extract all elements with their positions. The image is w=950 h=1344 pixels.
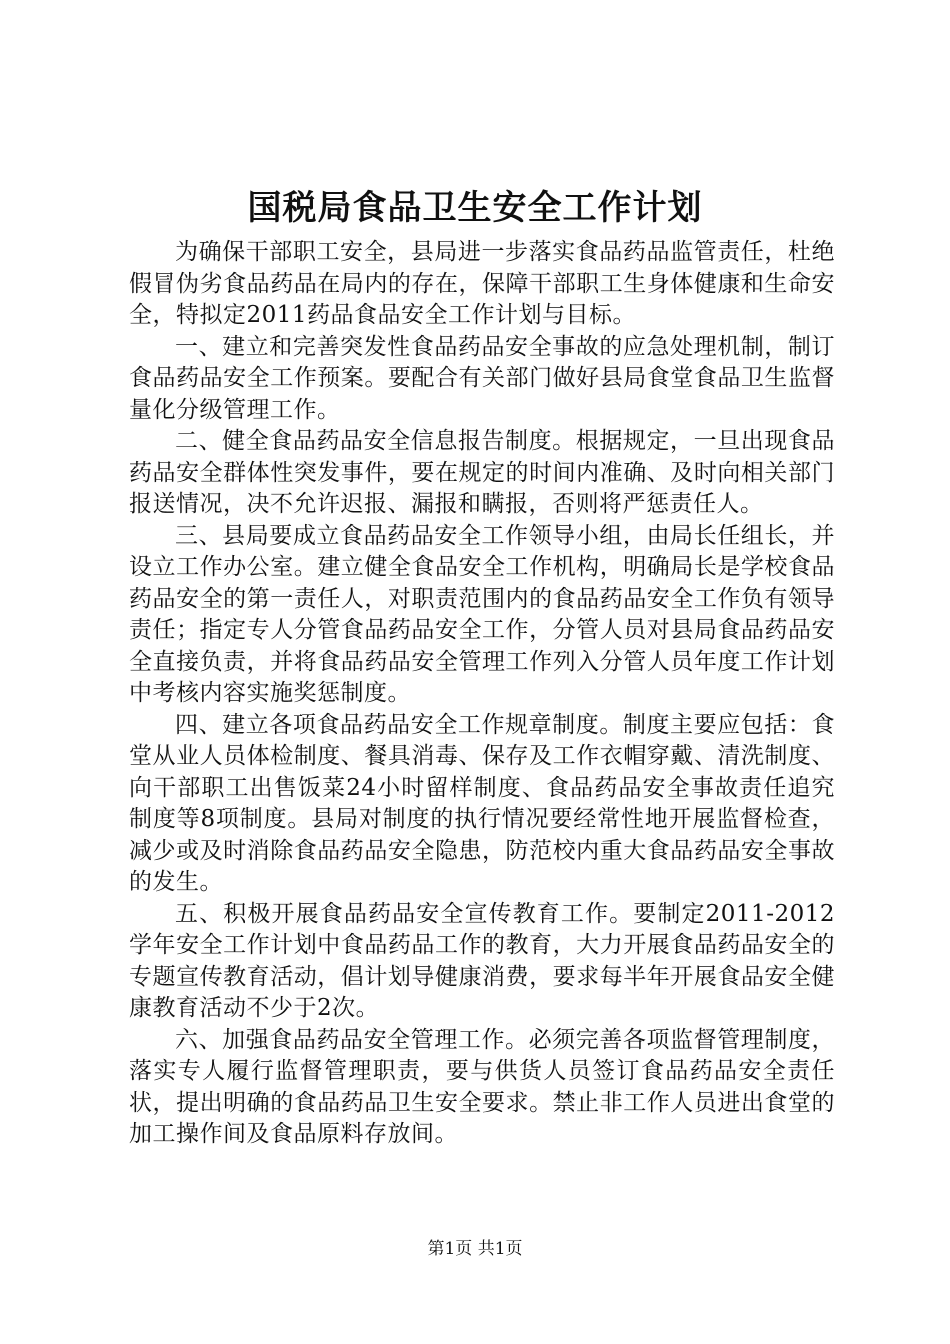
paragraph-section-2: 二、健全食品药品安全信息报告制度。根据规定，一旦出现食品药品安全群体性突发事件，要在规定的时间内准确、及时向相关部门报送情况，决不允许迟报、漏报和瞒报，否则将严惩责任人。 xyxy=(129,428,835,517)
document-body xyxy=(129,237,835,1151)
page-number-footer: 第1页 共1页 xyxy=(427,1239,523,1259)
paragraph-section-1: 一、建立和完善突发性食品药品安全事故的应急处理机制，制订食品药品安全工作预案。要配合有关部门做好县局食堂食品卫生监督量化分级管理工作。 xyxy=(129,333,835,423)
paragraph-section-3: 三、县局要成立食品药品安全工作领导小组，由局长任组长，并设立工作办公室。建立健全食品安全工作机构，明确局长是学校食品药品安全的第一责任人，对职责范围内的食品药品安全工作负有领导责任；指定专人分管食品药品安全工作，分管人员对县局食品药品安全直接负责，并将食品药品安全管理工作列入分管人员年度工作计划中考核内容实施奖惩制度。 xyxy=(129,522,835,706)
paragraph-section-6: 六、加强食品药品安全管理工作。必须完善各项监督管理制度，落实专人履行监督管理职责，要与供货人员签订食品药品安全责任状，提出明确的食品药品卫生安全要求。禁止非工作人员进出食堂的加工操作间及食品原料存放间。 xyxy=(129,1026,835,1147)
paragraph-intro: 为确保干部职工安全，县局进一步落实食品药品监管责任，杜绝假冒伪劣食品药品在局内的存在，保障干部职工生身体健康和生命安全，特拟定2011药品食品安全工作计划与目标。 xyxy=(129,239,835,328)
document-title: 国税局食品卫生安全工作计划 xyxy=(247,188,703,228)
paragraph-section-4: 四、建立各项食品药品安全工作规章制度。制度主要应包括：食堂从业人员体检制度、餐具消毒、保存及工作衣帽穿戴、清洗制度、向干部职工出售饭菜24小时留样制度、食品药品安全事故责任追究制度等8项制度。县局对制度的执行情况要经常性地开展监督检查，减少或及时消除食品药品安全隐患，防范校内重大食品药品安全事故的发生。 xyxy=(129,711,835,895)
paragraph-section-5: 五、积极开展食品药品安全宣传教育工作。要制定2011-2012学年安全工作计划中食品药品工作的教育，大力开展食品药品安全的专题宣传教育活动，倡计划导健康消费，要求每半年开展食品安全健康教育活动不少于2次。 xyxy=(129,900,835,1021)
